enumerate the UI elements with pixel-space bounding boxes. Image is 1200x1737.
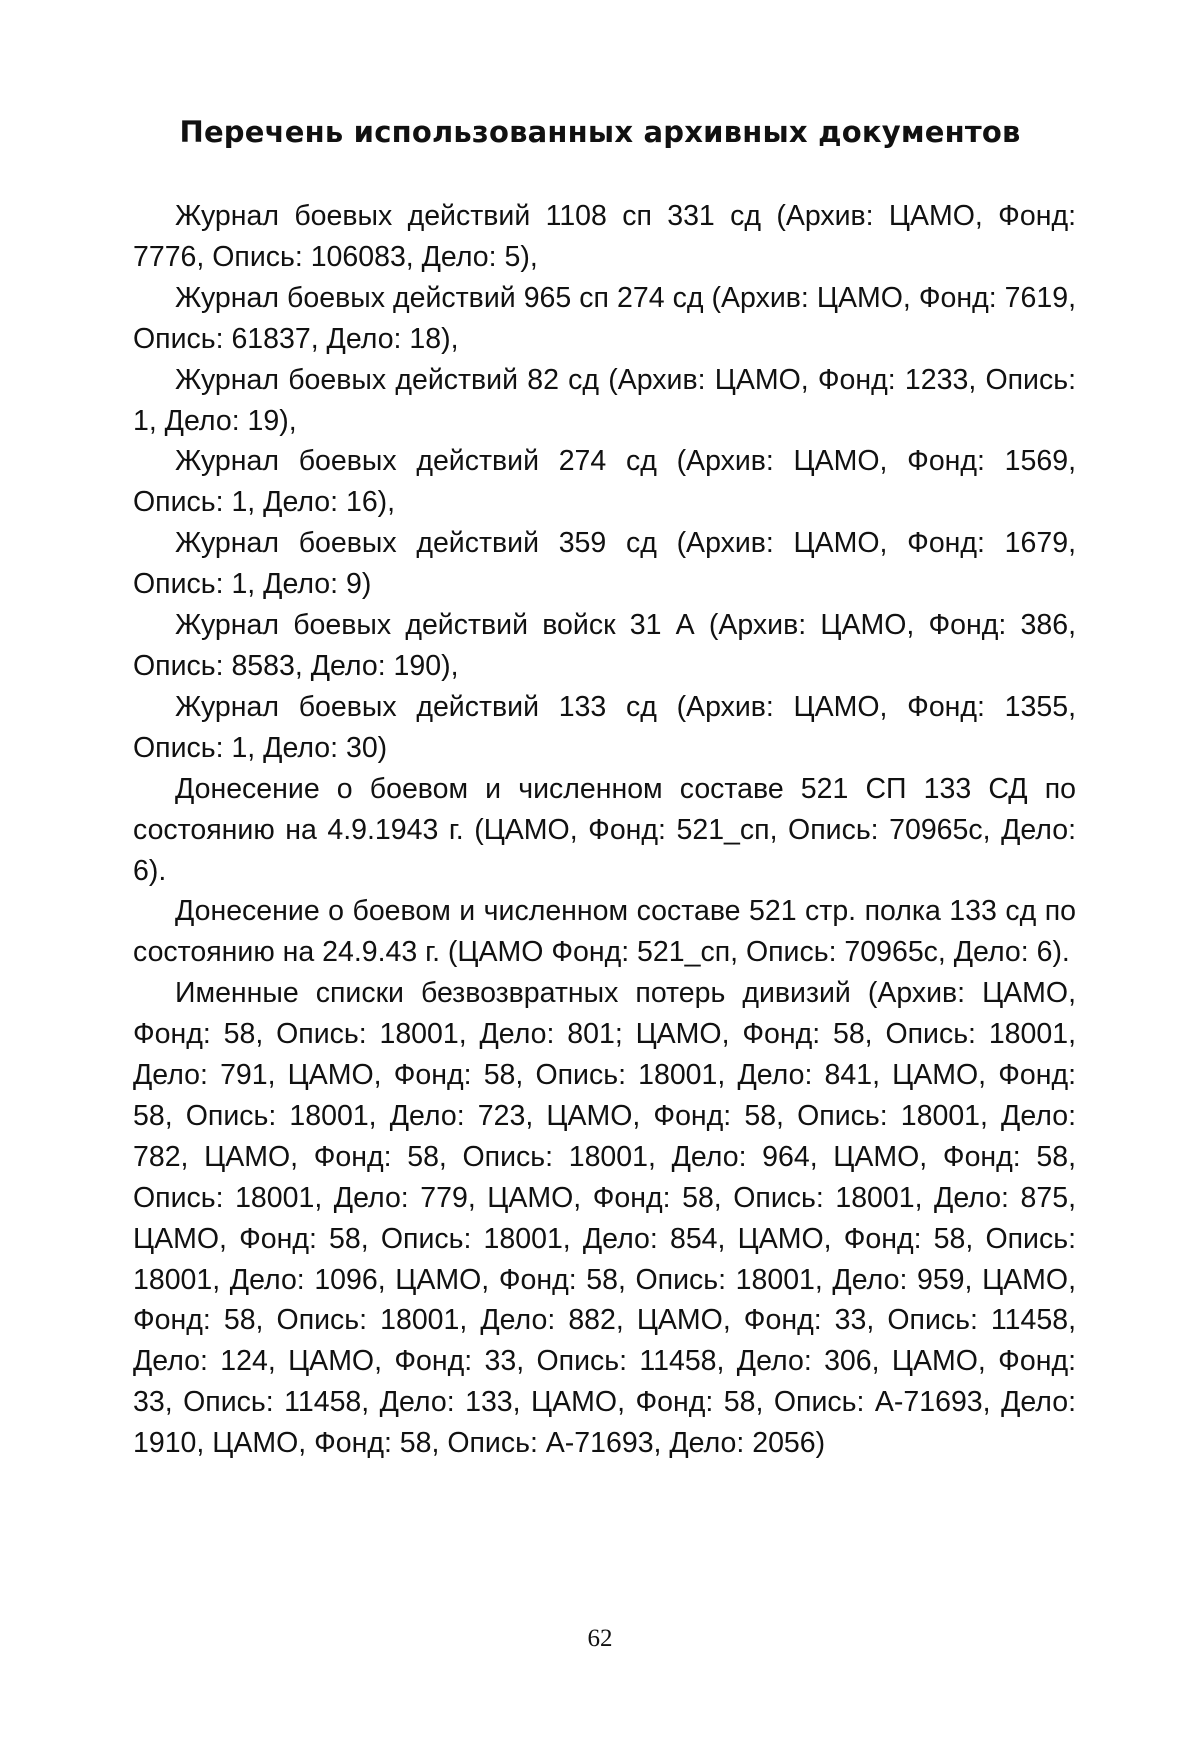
list-item: Журнал боевых действий 82 сд (Архив: ЦАМО, Фонд: 1233, Опись: 1, Дело: 19), — [133, 363, 1076, 437]
list-item: Донесение о боевом и численном составе 521 стр. полка 133 сд по состоянию на 24.9.43 г. (ЦАМО Фонд: 521_сп, Опись: 70965с, Дело: 6). — [133, 895, 1076, 969]
page-number: 62 — [587, 1625, 613, 1652]
list-item: Журнал боевых действий 133 сд (Архив: ЦАМО, Фонд: 1355, Опись: 1, Дело: 30) — [133, 690, 1076, 764]
list-item: Журнал боевых действий 965 сп 274 сд (Архив: ЦАМО, Фонд: 7619, Опись: 61837, Дело: 18), — [133, 281, 1076, 355]
list-item: Донесение о боевом и численном составе 521 СП 133 СД по состоянию на 4.9.1943 г. (ЦАМО, Фонд: 521_сп, Опись: 70965с, Дело: 6). — [133, 772, 1076, 887]
list-item: Журнал боевых действий 1108 сп 331 сд (Архив: ЦАМО, Фонд: 7776, Опись: 106083, Дело: 5), — [133, 200, 1076, 273]
list-item: Журнал боевых действий войск 31 А (Архив: ЦАМО, Фонд: 386, Опись: 8583, Дело: 190), — [133, 609, 1076, 682]
list-item: Журнал боевых действий 359 сд (Архив: ЦАМО, Фонд: 1679, Опись: 1, Дело: 9) — [133, 527, 1076, 601]
list-item: Журнал боевых действий 274 сд (Архив: ЦАМО, Фонд: 1569, Опись: 1, Дело: 16), — [133, 445, 1076, 519]
list-item: Именные списки безвозвратных потерь дивизий (Архив: ЦАМО, Фонд: 58, Опись: 18001, Дело: 801; ЦАМО, Фонд: 58, Опись: 18001, Дело: 791, ЦАМО, Фонд: 58, Опись: 18001, Дело: 841, ЦАМО, Фонд: 58, Опись: 18001, Дело: 723, ЦАМО, Фонд: 58, Опись: 18001, Дело: 782, ЦАМО, Фонд: 58, Опись: 18001, Дело: 964, ЦАМО, Фонд: 58, Опись: 18001, Дело: 779, ЦАМО, Фонд: 58, Опись: 18001, Дело: 875, ЦАМО, Фонд: 58, Опись: 18001, Дело: 854, ЦАМО, Фонд: 58, Опись: 18001, Дело: 1096, ЦАМО, Фонд: 58, Опись: 18001, Дело: 959, ЦАМО, Фонд: 58, Опись: 18001, Дело: 882, ЦАМО, Фонд: 33, Опись: 11458, Дело: 124, ЦАМО, Фонд: 33, Опись: 11458, Дело: 306, ЦАМО, Фонд: 33, Опись: 11458, Дело: 133, ЦАМО, Фонд: 58, Опись: А-71693, Дело: 1910, ЦАМО, Фонд: 58, Опись: А-71693, Дело: 2056) — [133, 977, 1076, 1460]
page-title: Перечень использованных архивных документов — [179, 115, 1021, 149]
archive-document-list — [133, 196, 1076, 1464]
